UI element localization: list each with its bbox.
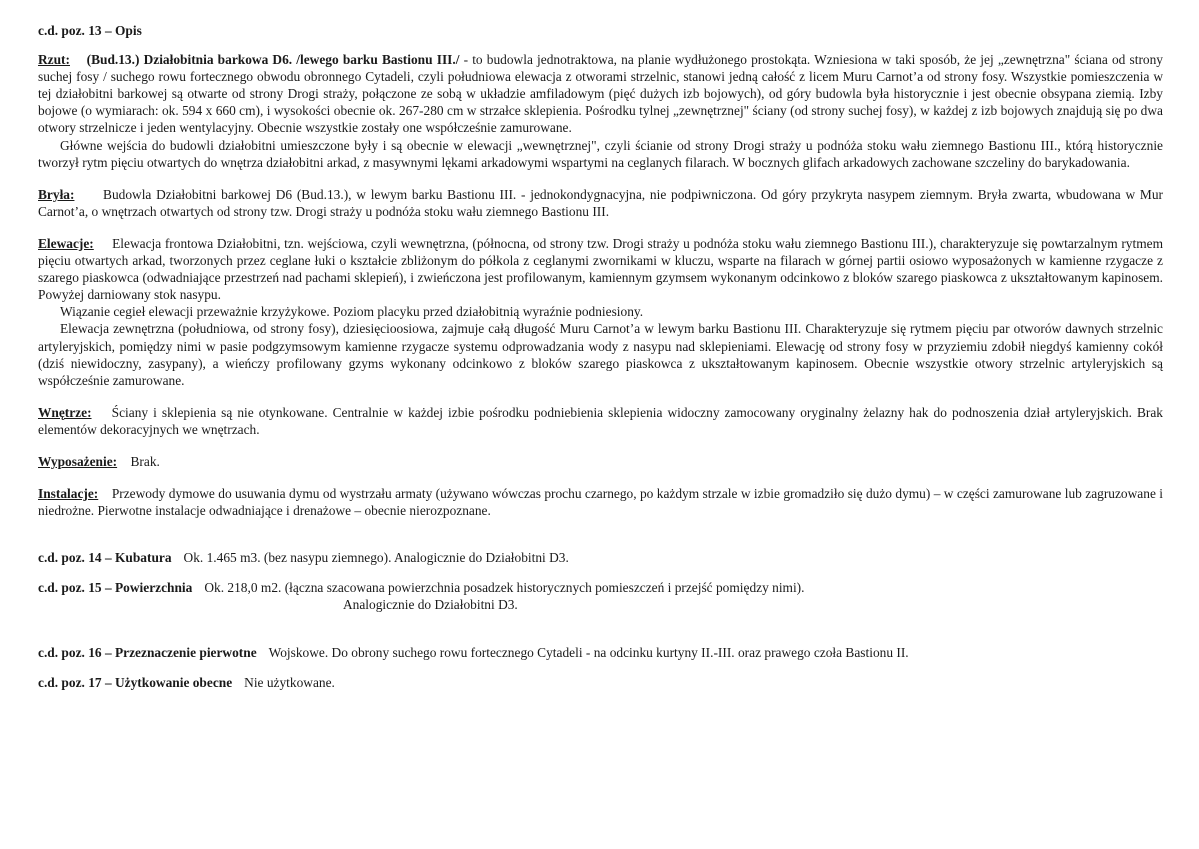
poz16-label: c.d. poz. 16 – Przeznaczenie pierwotne	[38, 644, 257, 660]
wyposazenie-section	[38, 453, 1163, 470]
poz16-row	[38, 644, 1163, 661]
wnetrze-section	[38, 404, 1163, 438]
elewacje-paragraph-1	[38, 235, 1163, 303]
instalacje-section	[38, 485, 1163, 519]
wyposazenie-text: Brak.	[130, 453, 160, 469]
rzut-section	[38, 51, 1163, 171]
section-heading: c.d. poz. 13 – Opis	[38, 23, 142, 38]
rzut-paragraph-2: Główne wejścia do budowli działobitni umieszczone były i są obecnie w elewacji „wewnętrznej", czyli ścianie od strony Drogi straży u podnóża stoku wału ziemnego Bastionu III., którą historycznie tworzył rytm pięciu otwartych do wnętrza działobitni arkad, z masywnymi lękami arkadowymi wspartymi na ceglanych filarach. W bocznych glifach arkadowych zachowane szczeliny do barykadowania.	[38, 137, 1163, 170]
rzut-label: Rzut:	[38, 52, 70, 68]
wnetrze-label: Wnętrze:	[38, 404, 92, 420]
poz16-value: Wojskowe. Do obrony suchego rowu fortecznego Cytadeli - na odcinku kurtyny II.-III. oraz prawego czoła Bastionu II.	[268, 644, 909, 660]
wnetrze-text: Ściany i sklepienia są nie otynkowane. Centralnie w każdej izbie pośrodku podniebienia sklepienia widoczny zamocowany oryginalny żelazny hak do podnoszenia dział artyleryjskich. Brak elementów dekoracyjnych we wnętrzach.	[38, 404, 1163, 437]
poz15-value-continued: Analogicznie do Działobitni D3.	[343, 597, 518, 613]
poz15-label: c.d. poz. 15 – Powierzchnia	[38, 580, 193, 596]
rzut-title: (Bud.13.) Działobitnia barkowa D6. /lewego barku Bastionu III./	[86, 52, 460, 68]
poz15-row	[38, 579, 1163, 613]
poz14-label: c.d. poz. 14 – Kubatura	[38, 550, 172, 566]
poz17-value: Nie użytkowane.	[244, 674, 335, 690]
poz14-row	[38, 549, 1163, 566]
instalacje-text: Przewody dymowe do usuwania dymu od wystrzału armaty (używano wówczas prochu czarnego, po każdym strzale w izbie gromadziło się dużo dymu) – w części zamurowane lub zagruzowane i niedrożne. Pierwotne instalacje odwadniające i drenażowe – obecnie nierozpoznane.	[38, 486, 1163, 519]
instalacje-label: Instalacje:	[38, 486, 99, 502]
elewacje-section	[38, 235, 1163, 389]
bryla-text: Budowla Działobitni barkowej D6 (Bud.13.), w lewym barku Bastionu III. - jednokondygnacyjna, nie podpiwniczona. Od góry przykryta nasypem ziemnym. Bryła zwarta, wbudowana w Mur Carnot’a, o wnętrzach otwartych od strony tzw. Drogi straży u podnóża stoku wału ziemnego Bastionu III.	[38, 186, 1163, 219]
elewacje-paragraph-2: Wiązanie cegieł elewacji przeważnie krzyżykowe. Poziom placyku przed działobitnią wyraźnie podniesiony.	[60, 304, 644, 320]
wnetrze-paragraph	[38, 404, 1163, 438]
wyposazenie-label: Wyposażenie:	[38, 453, 118, 469]
poz14-value: Ok. 1.465 m3. (bez nasypu ziemnego). Analogicznie do Działobitni D3.	[183, 550, 569, 566]
bryla-label: Bryła:	[38, 186, 75, 202]
bryla-paragraph	[38, 186, 1163, 220]
poz17-row	[38, 674, 1163, 691]
poz17-label: c.d. poz. 17 – Użytkowanie obecne	[38, 674, 233, 690]
poz15-value: Ok. 218,0 m2. (łączna szacowana powierzchnia posadzek historycznych pomieszczeń i przejść pomiędzy nimi).	[204, 580, 805, 596]
document-page	[38, 22, 1163, 691]
elewacje-text-1: Elewacja frontowa Działobitni, tzn. wejściowa, czyli wewnętrzna, (północna, od strony tzw. Drogi straży u podnóża stoku wału ziemnego Bastionu III.), charakteryzuje się powtarzalnym rytmem pięciu otwartych arkad, tworzonych przez ceglane łuki o kształcie zbliżonym do półkola z ceglanymi zwornikami w kluczu, wsparte na filarach w górnej partii osiowo wyposażonych w kamienne rzygacze z szarego piaskowca (odwadniające przestrzeń nad pachami sklepień), i zwieńczona jest profilowanym, kamiennym gzymsem wykonanym odcinkowo z bloków szarego piaskowca z ukształtowanym kapinosem. Powyżej darniowany stok nasypu.	[38, 235, 1163, 303]
rzut-paragraph-1	[38, 51, 1163, 136]
instalacje-paragraph	[38, 485, 1163, 519]
elewacje-paragraph-3: Elewacja zewnętrzna (południowa, od strony fosy), dziesięcioosiowa, zajmuje całą długość Muru Carnot’a w lewym barku Bastionu III. Charakteryzuje się rytmem pięciu par otworów dawnych strzelnic artyleryjskich, pomiędzy nimi w pasie podgzymsowym kamienne rzygacze systemu odprowadzania wody z nasypu nad sklepieniami. Elewację od strony fosy w przyziemiu zdobił niegdyś kamienny cokół (dziś niewidoczny, zasypany), a wieńczy profilowany gzyms wykonany odcinkowo z bloków szarego piaskowca z ukształtowanym kapinosem. Obecnie wszystkie otwory strzelnic artyleryjskich są współcześnie zamurowane.	[38, 321, 1163, 388]
elewacje-label: Elewacje:	[38, 235, 94, 251]
wyposazenie-paragraph	[38, 453, 1163, 470]
bryla-section	[38, 186, 1163, 220]
rzut-text: - to budowla jednotraktowa, na planie wydłużonego prostokąta. Wzniesiona w taki sposób, że jej „zewnętrzna" ściana od strony suchej fosy / suchego rowu fortecznego obwodu obronnego Cytadeli, czyli południowa elewacja z otworami strzelnic, stanowi jedną całość z licem Muru Carnot’a od strony fosy. Wszystkie pomieszczenia w tej działobitni barkowej są otwarte od strony Drogi straży, połączone ze sobą w układzie amfiladowym (pięć dużych izb bojowych), od góry budowla była historycznie i jest obecnie obsypana ziemią. Izby bojowe (o wymiarach: ok. 594 x 660 cm), i wysokości obecnie ok. 267-280 cm w strzałce sklepienia. Pośrodku tylnej „zewnętrznej" ściany (od strony suchej fosy), w każdej z izb bojowych znajdują się po dwa otwory strzelnicze i jeden wentylacyjny. Obecnie wszystkie zostały one współcześnie zamurowane.	[38, 52, 1163, 136]
